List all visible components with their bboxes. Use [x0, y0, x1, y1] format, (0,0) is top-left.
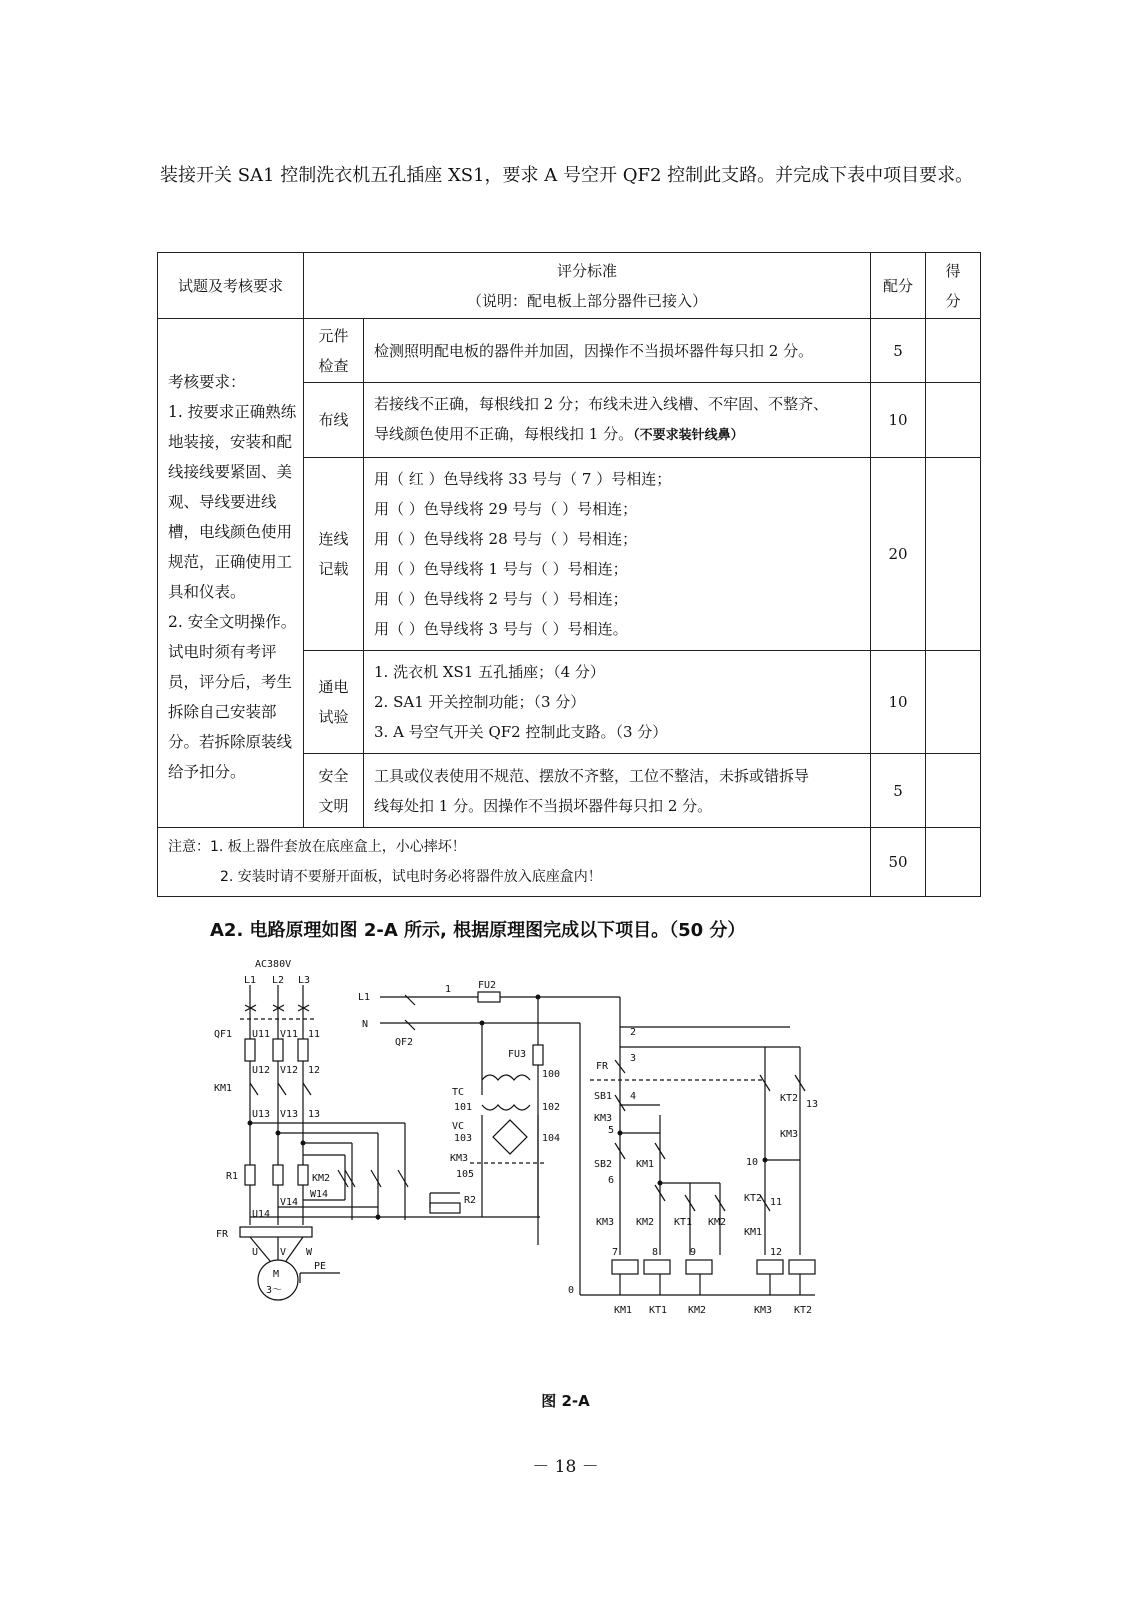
wiring-line-1: 用（ 红 ）色导线将 33 号与（ 7 ）号相连；	[374, 470, 672, 488]
label-km2-main: KM2	[312, 1173, 331, 1184]
criteria-text: 导线颜色使用不正确，每根线扣 1 分。	[374, 425, 634, 443]
label-wire-12: 12	[770, 1247, 783, 1258]
score-cell: 5	[871, 754, 926, 828]
label-fu2: FU2	[478, 980, 497, 991]
label-coil-km2: KM2	[688, 1305, 707, 1316]
requirement-item-2: 2. 安全文明操作。试电时须有考评员，评分后，考生拆除自己安装部分。若拆除原装线给予扣分。	[168, 613, 297, 781]
criteria-line	[374, 419, 860, 451]
score-cell: 5	[871, 319, 926, 383]
result-cell[interactable]	[926, 754, 981, 828]
result-cell[interactable]	[926, 651, 981, 754]
wiring-line-3: 用（ ）色导线将 28 号与（ ）号相连；	[374, 530, 638, 548]
section-a2-heading: A2. 电路原理如图 2-A 所示, 根据原理图完成以下项目。（50 分）	[210, 920, 746, 941]
grading-table	[157, 252, 981, 897]
note-cell	[158, 828, 871, 897]
label-r1: R1	[226, 1171, 239, 1182]
label-tc: TC	[452, 1087, 465, 1098]
label-km3-a: KM3	[594, 1113, 613, 1124]
label-u12: U12	[252, 1065, 271, 1076]
intro-paragraph: 装接开关 SA1 控制洗衣机五孔插座 XS1，要求 A 号空开 QF2 控制此支路。并完成下表中项目要求。	[160, 165, 974, 186]
label-wire-3: 3	[630, 1053, 637, 1064]
label-motor-phase: 3～	[266, 1285, 283, 1296]
label-qf1: QF1	[214, 1029, 233, 1040]
label-wire-105: 105	[456, 1169, 475, 1180]
label-km1-main: KM1	[214, 1083, 233, 1094]
label-w11: 11	[308, 1029, 321, 1040]
label-supply: AC380V	[255, 959, 292, 970]
label-u14: U14	[252, 1209, 271, 1220]
label-wire-104: 104	[542, 1133, 561, 1144]
label-km3-c: KM3	[780, 1129, 799, 1140]
label-v14: V14	[280, 1197, 299, 1208]
result-cell[interactable]	[926, 319, 981, 383]
result-cell[interactable]	[926, 383, 981, 458]
result-cell[interactable]	[926, 458, 981, 651]
criteria-cell	[364, 754, 871, 828]
label-km2-b: KM2	[636, 1217, 655, 1228]
table-row	[158, 319, 981, 383]
label-fr-main: FR	[216, 1229, 229, 1240]
label-l3: L3	[298, 975, 311, 986]
label-wire-7: 7	[612, 1247, 619, 1258]
label-w14: W14	[310, 1189, 329, 1200]
label-wire-8: 8	[652, 1247, 659, 1258]
criteria-line: 工具或仪表使用不规范、摆放不齐整，工位不整洁，未拆或错拆导	[374, 766, 810, 785]
category-cell: 元件检查	[304, 319, 364, 383]
label-l1-supply: L1	[358, 992, 371, 1003]
label-wire-6: 6	[608, 1175, 615, 1186]
label-wire-102: 102	[542, 1102, 561, 1113]
label-w: W	[306, 1247, 313, 1258]
criteria-cell	[364, 458, 871, 651]
label-sb1: SB1	[594, 1091, 613, 1102]
note-line-1: 注意：1. 板上器件套放在底座盒上，小心摔坏！	[168, 839, 466, 855]
label-u13: U13	[252, 1109, 271, 1120]
label-coil-km1: KM1	[614, 1305, 633, 1316]
label-n-supply: N	[362, 1019, 369, 1030]
label-coil-km3: KM3	[754, 1305, 773, 1316]
label-kt2-b: KT2	[744, 1193, 763, 1204]
header-requirements: 试题及考核要求	[158, 253, 304, 319]
criteria-bold-note: （不要求装针线鼻）	[633, 428, 744, 443]
label-wire-101: 101	[454, 1102, 473, 1113]
label-coil-kt2: KT2	[794, 1305, 813, 1316]
requirement-title: 考核要求：	[168, 373, 246, 391]
test-line-2: 2. SA1 开关控制功能；（3 分）	[374, 693, 586, 711]
category-cell: 通电试验	[304, 651, 364, 754]
label-pe: PE	[314, 1261, 327, 1272]
category-text: 连线记载	[318, 530, 349, 578]
label-wire-103: 103	[454, 1133, 473, 1144]
label-km3-b: KM3	[596, 1217, 615, 1228]
total-score-cell: 50	[871, 828, 926, 897]
criteria-cell	[364, 319, 871, 383]
label-r2: R2	[464, 1195, 477, 1206]
label-wire-13: 13	[806, 1099, 819, 1110]
header-criteria	[304, 253, 871, 319]
score-cell: 10	[871, 383, 926, 458]
label-fu3: FU3	[508, 1049, 527, 1060]
label-wire-2: 2	[630, 1027, 637, 1038]
requirements-cell	[158, 319, 304, 828]
requirement-item-1: 1. 按要求正确熟练地装接，安装和配线接线要紧固、美观、导线要进线槽，电线颜色使用规范，正确使用工具和仪表。	[168, 403, 297, 601]
label-l2: L2	[272, 975, 285, 986]
table-header-row	[158, 253, 981, 319]
label-w12: 12	[308, 1065, 321, 1076]
label-motor: M	[273, 1269, 280, 1280]
label-v13: V13	[280, 1109, 299, 1120]
label-kt2-a: KT2	[780, 1093, 799, 1104]
label-coil-kt1: KT1	[649, 1305, 668, 1316]
circuit-diagram	[200, 955, 850, 1320]
page-number: － 18 －	[532, 1457, 599, 1477]
label-km3-dc: KM3	[450, 1153, 469, 1164]
label-km1-c: KM1	[744, 1227, 763, 1238]
criteria-cell	[364, 651, 871, 754]
label-l1: L1	[244, 975, 257, 986]
label-u11: U11	[252, 1029, 271, 1040]
label-qf2: QF2	[395, 1037, 414, 1048]
test-line-1: 1. 洗衣机 XS1 五孔插座；（4 分）	[374, 663, 605, 681]
category-cell: 布线	[304, 383, 364, 458]
header-criteria-title: 评分标准	[557, 261, 618, 280]
criteria-line: 线每处扣 1 分。因操作不当损坏器件每只扣 2 分。	[374, 796, 713, 815]
label-wire-100: 100	[542, 1069, 561, 1080]
header-score: 配分	[871, 253, 926, 319]
wiring-line-6: 用（ ）色导线将 3 号与（ ）号相连。	[374, 620, 628, 638]
category-cell	[304, 458, 364, 651]
label-wire-5: 5	[608, 1125, 615, 1136]
label-fr-ctrl: FR	[596, 1061, 609, 1072]
label-km2-c: KM2	[708, 1217, 727, 1228]
result-cell[interactable]	[926, 828, 981, 897]
label-wire-9: 9	[690, 1247, 697, 1258]
label-wire-1: 1	[445, 984, 452, 995]
criteria-cell	[364, 383, 871, 458]
label-kt1: KT1	[674, 1217, 693, 1228]
label-wire-4: 4	[630, 1091, 637, 1102]
wiring-line-4: 用（ ）色导线将 1 号与（ ）号相连；	[374, 560, 628, 578]
label-wire-11: 11	[770, 1197, 783, 1208]
label-vc: VC	[452, 1121, 465, 1132]
criteria-line: 检测照明配电板的器件并加固，因操作不当损坏器件每只扣 2 分。	[374, 341, 814, 360]
score-cell: 20	[871, 458, 926, 651]
score-cell: 10	[871, 651, 926, 754]
wiring-line-2: 用（ ）色导线将 29 号与（ ）号相连；	[374, 500, 638, 518]
test-line-3: 3. A 号空气开关 QF2 控制此支路。（3 分）	[374, 723, 668, 741]
criteria-line: 若接线不正确，每根线扣 2 分；布线未进入线槽、不牢固、不整齐、	[374, 395, 829, 413]
label-wire-0: 0	[568, 1285, 575, 1296]
label-v12: V12	[280, 1065, 299, 1076]
label-sb2: SB2	[594, 1159, 613, 1170]
category-cell: 安全文明	[304, 754, 364, 828]
label-v: V	[280, 1247, 287, 1258]
header-got: 得分	[926, 253, 981, 319]
label-u: U	[252, 1247, 259, 1258]
note-line-2: 2. 安装时请不要掰开面板，试电时务必将器件放入底座盒内！	[220, 869, 602, 885]
wiring-line-5: 用（ ）色导线将 2 号与（ ）号相连；	[374, 590, 628, 608]
label-km1-hold: KM1	[636, 1159, 655, 1170]
figure-caption: 图 2-A	[541, 1392, 590, 1410]
label-w13: 13	[308, 1109, 321, 1120]
note-row	[158, 828, 981, 897]
label-wire-10: 10	[746, 1157, 759, 1168]
header-criteria-note: （说明：配电板上部分器件已接入）	[467, 291, 708, 310]
label-v11: V11	[280, 1029, 299, 1040]
